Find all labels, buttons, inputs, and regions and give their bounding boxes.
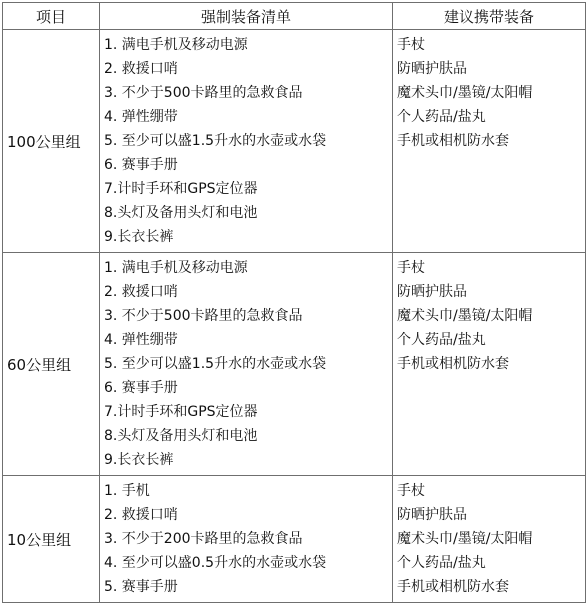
list-item: 防晒护肤品 xyxy=(397,284,467,300)
mandatory-list xyxy=(100,253,392,475)
list-item: 3. 不少于500卡路里的急救食品 xyxy=(104,85,303,101)
suggested-list xyxy=(393,253,585,379)
mandatory-list-cell xyxy=(100,476,393,603)
suggested-list-cell xyxy=(393,253,586,476)
list-item: 5. 至少可以盛1.5升水的水壶或水袋 xyxy=(104,133,327,149)
mandatory-list-cell xyxy=(100,253,393,476)
list-item: 手机或相机防水套 xyxy=(397,356,509,372)
mandatory-list-cell xyxy=(100,30,393,253)
list-item: 4. 弹性绷带 xyxy=(104,109,178,125)
list-item: 5. 赛事手册 xyxy=(104,579,178,595)
list-item: 手机或相机防水套 xyxy=(397,133,509,149)
table-row xyxy=(3,253,586,476)
equipment-table xyxy=(2,2,586,603)
header-row xyxy=(3,3,586,30)
table-row xyxy=(3,476,586,603)
list-item: 2. 救援口哨 xyxy=(104,61,178,77)
header-project: 项目 xyxy=(3,3,100,30)
suggested-list-cell xyxy=(393,476,586,603)
group-name: 10公里组 xyxy=(3,476,100,603)
group-name: 60公里组 xyxy=(3,253,100,476)
list-item: 1. 满电手机及移动电源 xyxy=(104,260,248,276)
list-item: 魔术头巾/墨镜/太阳帽 xyxy=(397,531,533,547)
list-item: 手杖 xyxy=(397,260,425,276)
list-item: 魔术头巾/墨镜/太阳帽 xyxy=(397,308,533,324)
list-item: 手杖 xyxy=(397,483,425,499)
list-item: 个人药品/盐丸 xyxy=(397,555,486,571)
list-item: 防晒护肤品 xyxy=(397,61,467,77)
header-suggested-equipment: 建议携带装备 xyxy=(393,3,586,30)
list-item: 2. 救援口哨 xyxy=(104,284,178,300)
list-item: 手机或相机防水套 xyxy=(397,579,509,595)
table-header xyxy=(3,3,586,30)
mandatory-list xyxy=(100,30,392,252)
list-item: 4. 至少可以盛0.5升水的水壶或水袋 xyxy=(104,555,327,571)
list-item: 个人药品/盐丸 xyxy=(397,332,486,348)
list-item: 7.计时手环和GPS定位器 xyxy=(104,181,258,197)
list-item: 9.长衣长裤 xyxy=(104,452,174,468)
mandatory-list xyxy=(100,476,392,602)
list-item: 8.头灯及备用头灯和电池 xyxy=(104,205,258,221)
table-row xyxy=(3,30,586,253)
list-item: 6. 赛事手册 xyxy=(104,157,178,173)
list-item: 个人药品/盐丸 xyxy=(397,109,486,125)
list-item: 3. 不少于200卡路里的急救食品 xyxy=(104,531,303,547)
list-item: 1. 满电手机及移动电源 xyxy=(104,37,248,53)
group-name: 100公里组 xyxy=(3,30,100,253)
list-item: 魔术头巾/墨镜/太阳帽 xyxy=(397,85,533,101)
suggested-list-cell xyxy=(393,30,586,253)
list-item: 9.长衣长裤 xyxy=(104,229,174,245)
list-item: 7.计时手环和GPS定位器 xyxy=(104,404,258,420)
list-item: 4. 弹性绷带 xyxy=(104,332,178,348)
header-mandatory-equipment: 强制装备清单 xyxy=(100,3,393,30)
suggested-list xyxy=(393,476,585,602)
list-item: 手杖 xyxy=(397,37,425,53)
list-item: 5. 至少可以盛1.5升水的水壶或水袋 xyxy=(104,356,327,372)
list-item: 3. 不少于500卡路里的急救食品 xyxy=(104,308,303,324)
list-item: 8.头灯及备用头灯和电池 xyxy=(104,428,258,444)
suggested-list xyxy=(393,30,585,156)
list-item: 2. 救援口哨 xyxy=(104,507,178,523)
list-item: 6. 赛事手册 xyxy=(104,380,178,396)
list-item: 防晒护肤品 xyxy=(397,507,467,523)
list-item: 1. 手机 xyxy=(104,483,150,499)
